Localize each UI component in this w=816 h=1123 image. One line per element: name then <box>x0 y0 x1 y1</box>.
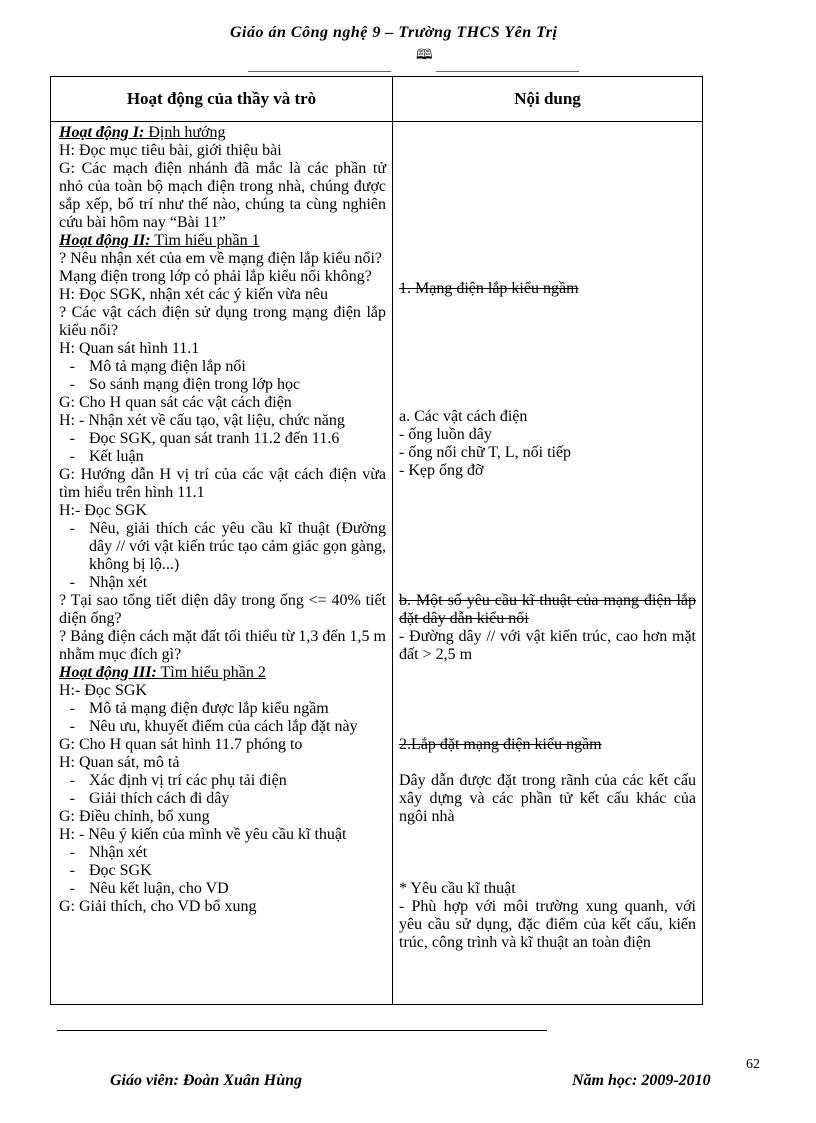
dash-item: - Đọc SGK, quan sát tranh 11.2 đến 11.6 <box>69 430 340 447</box>
activity-3-title: Hoạt động III: <box>59 664 157 681</box>
text-line: G: Cho H quan sát hình 11.7 phóng to <box>59 736 303 753</box>
text-line: H: - Nhận xét về cấu tạo, vật liệu, chức năng <box>59 412 345 429</box>
text-line: ? Các vật cách điện sử dụng trong mạng điện lắp kiểu nổi? <box>59 304 386 339</box>
header-dashes-right: ______________________ <box>436 58 579 73</box>
content-line: - Phù hợp với môi trường xung quanh, với yêu cầu sử dụng, đặc điểm của kết cấu, kiến trúc, công trình và kĩ thuật an toàn điện <box>399 898 696 951</box>
dash-item: - Nêu ưu, khuyết điểm của cách lắp đặt này <box>69 718 358 735</box>
teacher-name: Giáo viên: Đoàn Xuân Hùng <box>110 1072 303 1089</box>
activity-1-subtitle: Định hướng <box>144 124 226 141</box>
text-line: ? Tại sao tổng tiết diện dây trong ống <= 40% tiết diện ống? <box>59 592 386 627</box>
dash-item: - So sánh mạng điện trong lớp học <box>69 376 301 393</box>
dash-item: - Nhận xét <box>69 844 148 861</box>
activity-3-subtitle: Tìm hiểu phần 2 <box>156 664 266 681</box>
header-dashes-left: ______________________ <box>248 58 391 73</box>
content-line: - ống luồn dây <box>399 426 492 443</box>
text-line: H: - Nêu ý kiến của mình về yêu cầu kĩ thuật <box>59 826 347 843</box>
dash-item: - Nhận xét <box>69 574 148 591</box>
text-line: H:- Đọc SGK <box>59 502 147 519</box>
activities-cell <box>51 122 393 1005</box>
content-line: a. Các vật cách điện <box>399 408 528 425</box>
content-line: - Đường dây // với vật kiến trúc, cao hơn mặt đất > 2,5 m <box>399 628 696 663</box>
text-line: ? Nêu nhận xét của em về mạng điện lắp kiểu nổi? <box>59 250 382 267</box>
section-1b-heading: b. Một số yêu cầu kĩ thuật của mạng điện lắp đặt dây dẫn kiểu nổi <box>399 592 696 627</box>
text-line: ? Bảng điện cách mặt đất tối thiểu từ 1,3 đến 1,5 m nhằm mục đích gì? <box>59 628 386 663</box>
dash-item: - Mô tả mạng điện được lắp kiểu ngầm <box>69 700 329 717</box>
activity-2-title: Hoạt động II: <box>59 232 151 249</box>
lesson-table <box>50 76 703 1005</box>
activity-2-subtitle: Tìm hiểu phần 1 <box>150 232 260 249</box>
dash-item: - Mô tả mạng điện lắp nổi <box>69 358 246 375</box>
dash-item: - Nêu kết luận, cho VD <box>69 880 229 897</box>
text-line: G: Hướng dẫn H vị trí của các vật cách điện vừa tìm hiểu trên hình 11.1 <box>59 466 386 501</box>
text-line: H: Đọc mục tiêu bài, giới thiệu bài <box>59 142 282 159</box>
text-line: H: Quan sát, mô tả <box>59 754 180 771</box>
dash-item: - Nêu, giải thích các yêu cầu kĩ thuật (Đường dây // với vật kiến trúc tạo cảm giác gọn gàng, không bị lộ...) <box>69 520 386 573</box>
content-line: - ống nối chữ T, L, nối tiếp <box>399 444 572 461</box>
text-line: Mạng điện trong lớp có phải lắp kiểu nổi không? <box>59 268 372 285</box>
column-header-activities: Hoạt động của thầy và trò <box>51 77 393 122</box>
book-icon: 🕮 <box>416 48 433 63</box>
school-year: Năm học: 2009-2010 <box>572 1072 711 1089</box>
content-cell <box>393 122 703 1005</box>
page-header-title: Giáo án Công nghệ 9 – Trường THCS Yên Trị <box>230 24 558 41</box>
text-line: G: Cho H quan sát các vật cách điện <box>59 394 292 411</box>
text-line: H: Quan sát hình 11.1 <box>59 340 200 357</box>
text-line: H: Đọc SGK, nhận xét các ý kiến vừa nêu <box>59 286 329 303</box>
text-line: G: Điều chỉnh, bổ xung <box>59 808 210 825</box>
footer-rule <box>57 1030 547 1031</box>
section-1-heading: 1. Mạng điện lắp kiểu ngầm <box>399 280 579 297</box>
dash-item: - Xác định vị trí các phụ tải điện <box>69 772 287 789</box>
text-line: G: Giải thích, cho VD bổ xung <box>59 898 257 915</box>
column-header-content: Nội dung <box>393 77 703 122</box>
content-line: * Yêu cầu kĩ thuật <box>399 880 516 897</box>
text-line: G: Các mạch điện nhánh đã mắc là các phần tử nhỏ của toàn bộ mạch điện trong nhà, chúng được sắp xếp, bố trí như thế nào, chúng ta cùng nghiên cứu bài hôm nay “Bài 11” <box>59 160 386 231</box>
page-number: 62 <box>746 1057 760 1072</box>
dash-item: - Đọc SGK <box>69 862 152 879</box>
dash-item: - Kết luận <box>69 448 144 465</box>
content-line: Dây dẫn được đặt trong rãnh của các kết cấu xây dựng và các phần tử kết cấu khác của ngôi nhà <box>399 772 696 825</box>
section-2-heading: 2.Lắp đặt mạng điện kiểu ngầm <box>399 736 602 753</box>
dash-item: - Giải thích cách đi dây <box>69 790 230 807</box>
content-line: - Kẹp ống đỡ <box>399 462 484 479</box>
text-line: H:- Đọc SGK <box>59 682 147 699</box>
activity-1-title: Hoạt động I: <box>59 124 145 141</box>
